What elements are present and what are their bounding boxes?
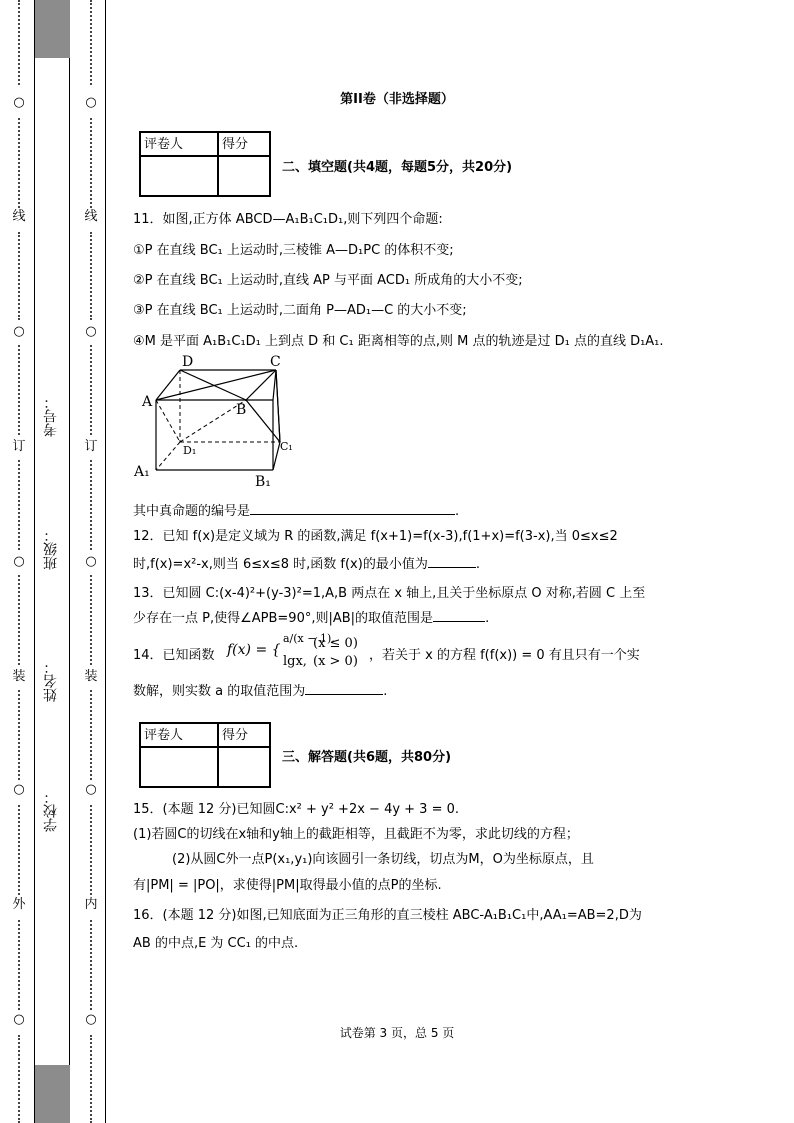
dotted-line [90, 232, 94, 320]
score-header: 得分 [218, 723, 270, 747]
circle-mark-icon: ○ [85, 324, 97, 339]
q16-line-1: 16．(本题 12 分)如图,已知底面为正三角形的直三棱柱 ABC-A₁B₁C₁中,AA₁=AB=2,D为 [133, 908, 642, 923]
q13-line-1: 13．已知圆 C:(x-4)²+(y-3)²=1,A,B 两点在 x 轴上,且关于坐标原点 O 对称,若圆 C 上至 [133, 586, 646, 601]
q11-answer-line [133, 500, 459, 519]
label-B: B [236, 402, 247, 418]
q13-line-2 [133, 607, 489, 626]
q14-case-2-expr: lgx, [283, 654, 307, 669]
circle-mark-icon: ○ [13, 324, 25, 339]
circle-mark-icon: ○ [13, 782, 25, 797]
q12-text: 时,f(x)=x²-x,则当 6≤x≤8 时,函数 f(x)的最小值为 [133, 557, 428, 572]
q11-proposition-2: ②P 在直线 BC₁ 上运动时,直线 AP 与平面 ACD₁ 所成角的大小不变; [133, 273, 523, 288]
student-info-strip [34, 0, 70, 1123]
dotted-line [18, 920, 22, 1010]
q14-case-1-cond: (x ≤ 0) [313, 636, 358, 651]
binding-margin-inner [80, 0, 102, 1123]
label-A: A [142, 394, 153, 410]
circle-mark-icon: ○ [85, 554, 97, 569]
q15-line-1: 15．(本题 12 分)已知圆C:x² + y² +2x − 4y + 3 = 0. [133, 802, 460, 817]
label-D: D [182, 354, 194, 370]
page-title: 第II卷（非选择题） [340, 92, 454, 107]
q13-text: 少存在一点 P,使得∠APB=90°,则|AB|的取值范围是 [133, 611, 434, 626]
q12-line-2 [133, 553, 480, 572]
dotted-line [90, 575, 94, 665]
circle-mark-icon: ○ [13, 95, 25, 110]
q11-stem: 11．如图,正方体 ABCD—A₁B₁C₁D₁,则下列四个命题: [133, 212, 443, 227]
dotted-line [90, 805, 94, 895]
grader-cell[interactable] [140, 156, 218, 196]
label-D1: D₁ [183, 444, 197, 457]
margin-rule [105, 0, 106, 1123]
dotted-line [90, 460, 94, 550]
circle-mark-icon: ○ [85, 95, 97, 110]
dotted-line [18, 0, 22, 85]
section-heading-solutions: 三、解答题(共6题，共80分) [282, 750, 452, 765]
label-A1: A₁ [134, 464, 150, 480]
score-cell[interactable] [218, 156, 270, 196]
binding-char: 外 [12, 897, 26, 912]
q12-line-1: 12．已知 f(x)是定义域为 R 的函数,满足 f(x+1)=f(x-3),f(1+x)=f(3-x),当 0≤x≤2 [133, 529, 618, 544]
q16-line-2: AB 的中点,E 为 CC₁ 的中点. [133, 936, 299, 951]
binding-margin-outer [8, 0, 30, 1123]
circle-mark-icon: ○ [85, 782, 97, 797]
q14-function-lhs: f(x) = { [227, 642, 281, 658]
q14-period: . [383, 684, 388, 699]
school-label: 学校： [43, 790, 59, 832]
q13-period: . [485, 611, 490, 626]
exam-number-label: 考号： [43, 395, 59, 437]
binding-char: 订 [12, 439, 26, 454]
name-label: 姓名： [43, 660, 59, 702]
circle-mark-icon: ○ [13, 1012, 25, 1027]
hidden-edge [156, 400, 180, 442]
dotted-line [18, 690, 22, 780]
dotted-line [18, 345, 22, 435]
q14-prefix: 14．已知函数 [133, 648, 215, 663]
dotted-line [90, 690, 94, 780]
label-C: C [270, 354, 281, 370]
dotted-line [18, 232, 22, 320]
dotted-line [90, 920, 94, 1010]
circle-mark-icon: ○ [13, 554, 25, 569]
q15-line-4: 有|PM| = |PO|，求使得|PM|取得最小值的点P的坐标. [133, 878, 442, 893]
dotted-line [18, 1035, 22, 1123]
q14-line-2 [133, 680, 387, 699]
dotted-line [18, 118, 22, 208]
diagonal [276, 370, 280, 442]
q11-proposition-4: ④M 是平面 A₁B₁C₁D₁ 上到点 D 和 C₁ 距离相等的点,则 M 点的轨迹是过 D₁ 点的直线 D₁A₁. [133, 334, 664, 349]
binding-char: 装 [84, 669, 98, 684]
q15-line-3: (2)从圆C外一点P(x₁,y₁)向该圆引一条切线，切点为M，O为坐标原点，且 [172, 852, 594, 867]
label-C1: C₁ [280, 440, 293, 453]
diagonal [156, 370, 276, 400]
binding-char: 内 [84, 897, 98, 912]
q11-answer-blank[interactable] [250, 501, 455, 515]
diagonal [246, 370, 276, 400]
dotted-line [18, 460, 22, 550]
label-B1: B₁ [255, 474, 271, 490]
q14-text: 数解，则实数 a 的取值范围为 [133, 684, 306, 699]
circle-mark-icon: ○ [85, 1012, 97, 1027]
dotted-line [90, 1035, 94, 1123]
diagonal [180, 370, 246, 400]
class-label: 班级： [43, 528, 59, 570]
binding-char: 线 [12, 209, 26, 224]
q11-period: . [455, 504, 460, 519]
cube-figure [128, 352, 298, 492]
gray-block-top [35, 0, 70, 58]
gray-block-bottom [35, 1065, 70, 1123]
binding-char: 装 [12, 669, 26, 684]
dotted-line [18, 575, 22, 665]
score-header: 得分 [218, 132, 270, 156]
grader-header: 评卷人 [140, 132, 218, 156]
diagonal [246, 400, 280, 442]
dotted-line [90, 118, 94, 208]
q11-proposition-1: ①P 在直线 BC₁ 上运动时,三棱锥 A—D₁PC 的体积不变; [133, 243, 454, 258]
dotted-line [90, 345, 94, 435]
score-table [139, 131, 271, 197]
q12-period: . [475, 557, 480, 572]
q15-line-2: (1)若圆C的切线在x轴和y轴上的截距相等，且截距不为零，求此切线的方程； [133, 827, 579, 842]
binding-char: 订 [84, 439, 98, 454]
edge [273, 442, 280, 470]
q13-answer-blank[interactable] [433, 608, 485, 622]
grader-header: 评卷人 [140, 723, 218, 747]
grader-cell[interactable] [140, 747, 218, 787]
edge [273, 370, 276, 400]
binding-char: 线 [84, 209, 98, 224]
score-cell[interactable] [218, 747, 270, 787]
q14-case-2-cond: (x > 0) [313, 654, 358, 669]
section-heading-fill-blank: 二、填空题(共4题，每题5分，共20分) [282, 160, 513, 175]
q14-answer-blank[interactable] [305, 681, 383, 695]
hidden-edge [156, 442, 180, 470]
dotted-line [18, 805, 22, 895]
q11-proposition-3: ③P 在直线 BC₁ 上运动时,二面角 P—AD₁—C 的大小不变; [133, 303, 467, 318]
dotted-line [90, 0, 94, 85]
score-table [139, 722, 271, 788]
page-footer: 试卷第 3 页，总 5 页 [339, 1026, 455, 1040]
q14-suffix: ，若关于 x 的方程 f(f(x)) = 0 有且只有一个实 [369, 648, 640, 663]
q14-case-1-expr: a/(x − 1), [283, 632, 335, 645]
q12-answer-blank[interactable] [428, 554, 476, 568]
q11-answer-prompt: 其中真命题的编号是 [133, 504, 251, 519]
